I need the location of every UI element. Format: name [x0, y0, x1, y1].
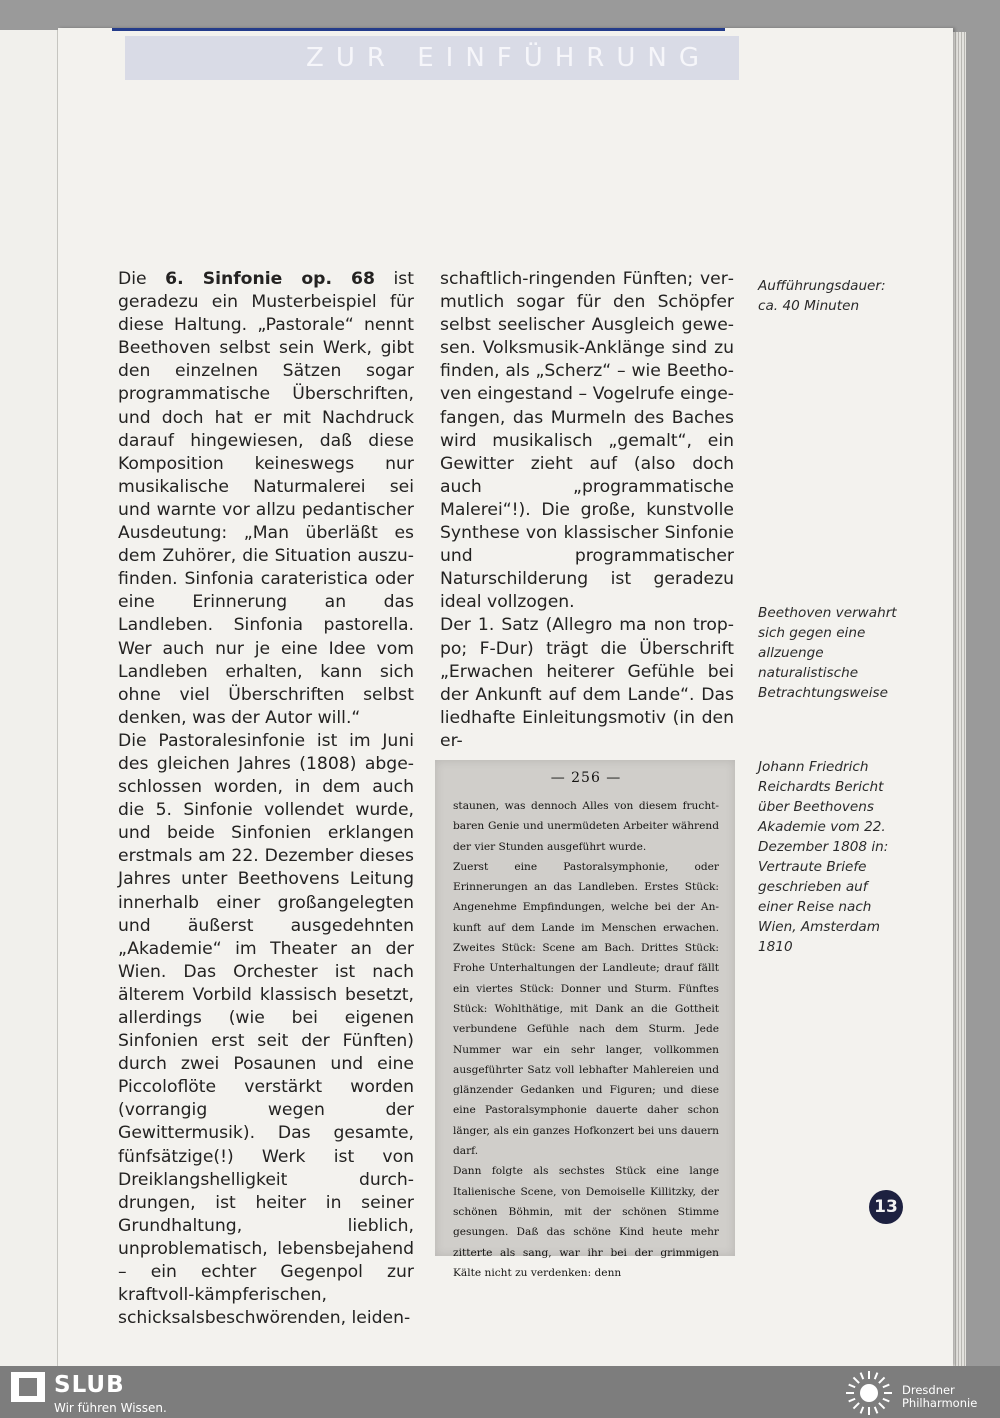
facsimile-paragraph: Dann folgte als sechstes Stück eine lange Italienische Scene, von Demoiselle Killitzky, der schönen Böhmin, mit der schönen Stimme gesungen. Daß das schöne Kind heute mehr zitterte als sang, war ihr bei der grimmigen Kälte nicht zu verdenken: denn [453, 1165, 719, 1279]
slub-logo-icon [11, 1372, 45, 1402]
library-name: SLUB [54, 1372, 125, 1398]
paragraph-text: ist geradezu ein Musterbeispiel für diese Haltung. „Pastorale“ nennt Beethoven selbst sein Werk, gibt den einzelnen Sätzen sogar programmatische Überschriften, und doch hat er mit Nachdruck darauf hingewiesen, daß diese Komposition keineswegs nur musikalische Naturmalerei sei und warnte vor allzu pedantischer Ausdeutung: „Man überläßt es dem Zuhörer, die Situation auszufinden. Sinfonia carateristica oder eine Erinnerung an das Landleben. Sinfonia pastorella. Wer auch nur je eine Idee vom Landleben erhalten, kann sich ohne viel Überschriften selbst denken, was der Autor will.“ [118, 269, 414, 728]
sidenote-source: Johann Friedrich Reichardts Bericht über Beethovens Akademie vom 22. Dezember 1808 in: Vertraute Briefe geschrieben auf einer Reise nach Wien, Amsterdam 1810 [758, 759, 889, 955]
library-tagline: Wir führen Wissen. [54, 1401, 167, 1415]
facsimile-paragraph: staunen, was dennoch Alles von diesem fruchtbaren Genie und unermüdeten Arbeiter während der vier Stunden ausgeführt wurde. [453, 800, 719, 853]
header-rule [112, 28, 725, 31]
paragraph: schaftlich-ringenden Fünften; vermutlich sogar für den Schöpfer selbst seelischer Ausgleich gewesen. Volksmusik-Anklänge sind zu finden, als „Scherz“ – wie Beethoven eingestand – Vogelrufe eingefangen, das Murmeln des Baches wird musikalisch „gemalt“, ein Gewitter zieht auf (also doch auch „programmatische Malerei“!). Die große, kunstvolle Synthese von klassischer Sinfonie und programmatischer Naturschilderung ist geradezu ideal vollzogen. [440, 269, 734, 613]
section-title: ZUR EINFÜHRUNG [306, 43, 711, 73]
facsimile-paragraph: Zuerst eine Pastoralsymphonie, oder Erinnerungen an das Landleben. Erstes Stück: Angenehme Empfindungen, welche bei der Ankunft auf dem Lande im Menschen erwachen. Zweites Stück: Scene am Bach. Drittes Stück: Frohe Unterhaltungen der Landleute; drauf fällt ein viertes Stück: Donner und Sturm. Fünftes Stück: Wohlthätige, mit Dank an die Gottheit verbundene Gefühle nach dem Sturm. Jede Nummer war ein sehr langer, vollkommen ausgeführter Satz voll lebhafter Mahlereien und glänzender Gedanken und Figuren; und diese eine Pastoralsymphonie dauerte daher schon länger, als ein ganzes Hofkonzert bei uns dauern darf. [453, 860, 719, 1158]
left-page-edge [0, 30, 58, 1366]
partner-line-1: Dresdner [902, 1383, 955, 1397]
text-column-2 [440, 268, 734, 753]
philharmonie-sun-icon [843, 1370, 895, 1416]
symphony-title: 6. Sinfonie op. 68 [165, 269, 375, 289]
page-number-badge: 13 [869, 1190, 903, 1224]
partner-logo-text [902, 1384, 977, 1410]
facsimile-page-number: — 256 — [550, 770, 622, 786]
paragraph: Die Pastoralesinfonie ist im Juni des gleichen Jahres (1808) abgeschlossen worden, in dem auch die 5. Sinfonie vollendet wurde, und beide Sinfonien erklangen erstmals am 22. Dezember dieses Jahres unter Beethovens Leitung innerhalb einer großangelegten und äußerst ausgedehnten „Akademie“ im Theater an der Wien. Das Orchester ist nach älterem Vorbild klassisch besetzt, allerdings (wie bei eigenen Sinfonien erst seit der Fünften) durch zwei Posaunen und eine Piccoloflöte verstärkt worden (vorrangig wegen der Gewittermusik). Das gesamte, fünfsätzige(!) Werk ist von Dreiklangshelligkeit durchdrungen, ist heiter in seiner Grundhaltung, lieblich, unproblematisch, lebensbejahend – ein echter Gegenpol zur kraftvoll-kämpferischen, schicksalsbeschwörenden, leiden- [118, 730, 414, 1329]
text-column-1 [118, 268, 414, 1330]
partner-line-2: Philharmonie [902, 1396, 978, 1410]
sidenote-duration: Aufführungsdauer: ca. 40 Minuten [758, 278, 886, 314]
paragraph [118, 268, 414, 730]
sidenote-naturalism: Beethoven verwahrt sich gegen eine allzuenge naturalistische Betrachtungsweise [758, 605, 897, 701]
historical-print-facsimile [435, 760, 735, 1279]
facsimile-text [453, 796, 719, 1283]
paragraph: Der 1. Satz (Allegro ma non troppo; F-Dur) trägt die Überschrift „Erwachen heiterer Gefühle bei der Ankunft auf dem Lande“. Das liedhafte Einleitungsmotiv (in den er- [440, 615, 734, 751]
paragraph-lead: Die [118, 269, 166, 289]
